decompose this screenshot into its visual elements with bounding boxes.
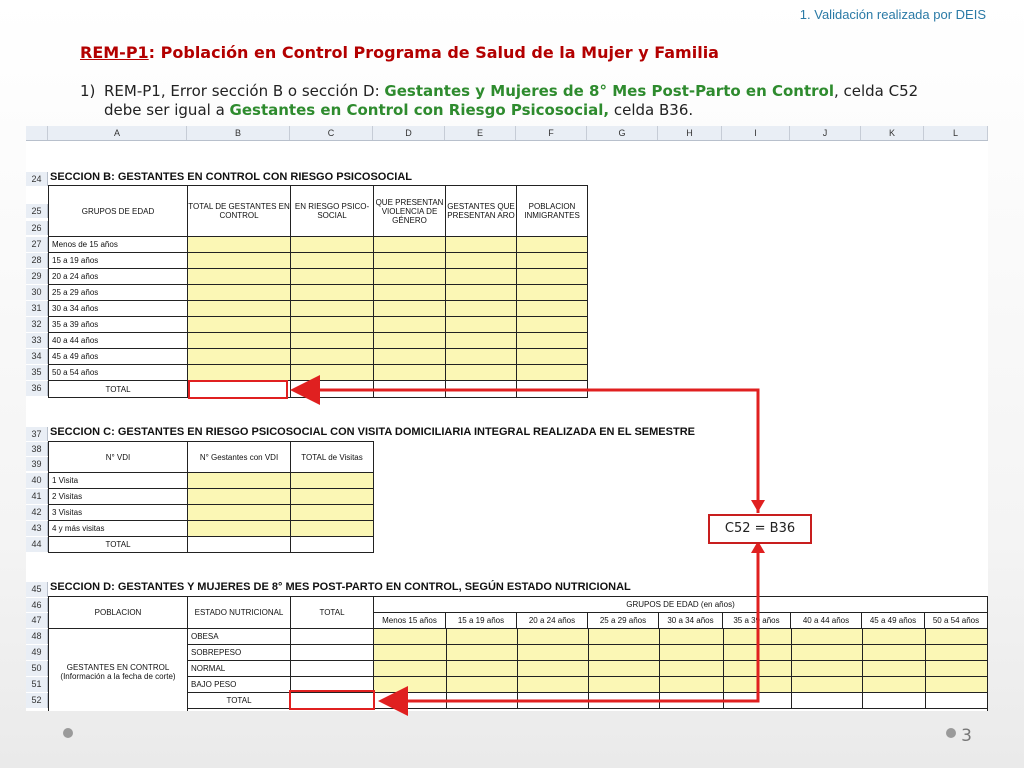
age-group-header: 40 a 44 años <box>791 613 862 629</box>
row-number: 52 <box>26 693 48 708</box>
row-label: 15 a 19 años <box>49 253 188 269</box>
row-number: 30 <box>26 285 48 300</box>
age-group-header: 20 a 24 años <box>517 613 588 629</box>
age-group-header: 35 a 39 años <box>723 613 791 629</box>
arrow-to-b36 <box>296 390 758 513</box>
row-label: 40 a 44 años <box>49 333 188 349</box>
row-number: 36 <box>26 381 48 396</box>
col-header-e: E <box>445 126 516 140</box>
nutrition-state: SOBREPESO <box>188 645 291 661</box>
bullet-l2c: celda B36. <box>609 101 694 119</box>
header-poblacion: POBLACION <box>49 597 188 629</box>
arrow-to-c52 <box>384 543 758 701</box>
row-label: Menos de 15 años <box>49 237 188 253</box>
row-number: 42 <box>26 505 48 520</box>
row-number: 31 <box>26 301 48 316</box>
header-total: TOTAL <box>291 597 374 629</box>
col-header-a: A <box>48 126 187 140</box>
row-number: 40 <box>26 473 48 488</box>
row-number: 44 <box>26 537 48 552</box>
nutrition-state-total: TOTAL <box>188 693 291 709</box>
row-label: 30 a 34 años <box>49 301 188 317</box>
row-number: 49 <box>26 645 48 660</box>
header-gestantes-vdi: N° Gestantes con VDI <box>188 442 291 473</box>
col-header-h: H <box>658 126 722 140</box>
row-label: 3 Visitas <box>49 505 188 521</box>
section-c-title: SECCION C: GESTANTES EN RIESGO PSICOSOCIAL CON VISITA DOMICILIARIA INTEGRAL REALIZADA EN EL SEMESTRE <box>50 426 695 438</box>
header-violencia-genero: QUE PRESENTAN VIOLENCIA DE GÉNERO <box>374 186 446 237</box>
slide-header: 1. Validación realizada por DEIS <box>799 7 986 22</box>
col-header-k: K <box>861 126 924 140</box>
header-riesgo-psicosocial: EN RIESGO PSICO-SOCIAL <box>291 186 374 237</box>
row-number: 38 <box>26 442 48 456</box>
row-number: 32 <box>26 317 48 332</box>
row-number: 33 <box>26 333 48 348</box>
nutrition-state: OBESA <box>188 629 291 645</box>
header-aro: GESTANTES QUE PRESENTAN ARO <box>446 186 517 237</box>
header-total-gestantes: TOTAL DE GESTANTES EN CONTROL <box>188 186 291 237</box>
bullet-number: 1) <box>80 82 96 100</box>
page-number: 3 <box>961 726 972 746</box>
row-label: 2 Visitas <box>49 489 188 505</box>
section-d-title: SECCION D: GESTANTES Y MUJERES DE 8° MES POST-PARTO EN CONTROL, SEGÚN ESTADO NUTRICIONAL <box>50 581 631 593</box>
row-number: 28 <box>26 253 48 268</box>
col-header-g: G <box>587 126 658 140</box>
validation-note: C52 = B36 <box>708 514 812 544</box>
age-group-header: Menos 15 años <box>374 613 446 629</box>
header-n-vdi: N° VDI <box>49 442 188 473</box>
row-number: 35 <box>26 365 48 380</box>
age-group-header: 50 a 54 años <box>925 613 987 629</box>
arrow-down-tip <box>751 500 765 512</box>
row-number: 51 <box>26 677 48 692</box>
row-number: 27 <box>26 237 48 252</box>
col-header-b: B <box>187 126 290 140</box>
nutrition-state: BAJO PESO <box>188 677 291 693</box>
row-number: 25 <box>26 204 48 218</box>
row-number: 26 <box>26 221 48 235</box>
row-number: 43 <box>26 521 48 536</box>
age-group-header: 45 a 49 años <box>862 613 925 629</box>
age-group-header: 30 a 34 años <box>659 613 723 629</box>
age-group-header: 15 a 19 años <box>446 613 517 629</box>
footer-dot-right <box>946 728 956 738</box>
header-estado-nutricional: ESTADO NUTRICIONAL <box>188 597 291 629</box>
row-label: 50 a 54 años <box>49 365 188 381</box>
col-header-c: C <box>290 126 373 140</box>
bullet-l2b: Gestantes en Control con Riesgo Psicosocial, <box>229 101 610 119</box>
population-label: GESTANTES EN CONTROL (Información a la fecha de corte) <box>49 629 188 711</box>
col-header-l: L <box>924 126 988 140</box>
col-header-d: D <box>373 126 445 140</box>
row-number: 39 <box>26 457 48 471</box>
title-rest: : Población en Control Programa de Salud de la Mujer y Familia <box>148 43 719 62</box>
row-number: 34 <box>26 349 48 364</box>
row-number: 37 <box>26 427 48 441</box>
row-label: 4 y más visitas <box>49 521 188 537</box>
header-grupos-edad: GRUPOS DE EDAD <box>49 186 188 237</box>
row-label: 20 a 24 años <box>49 269 188 285</box>
row-label: 1 Visita <box>49 473 188 489</box>
row-number: 24 <box>26 172 48 186</box>
nutrition-state: NORMAL <box>188 661 291 677</box>
row-label: 35 a 39 años <box>49 317 188 333</box>
header-inmigrantes: POBLACION INMIGRANTES <box>517 186 587 237</box>
row-label: 25 a 29 años <box>49 285 188 301</box>
col-header-i: I <box>722 126 790 140</box>
row-number: 47 <box>26 613 48 628</box>
title-code: REM-P1 <box>80 43 149 62</box>
footer-dot-left <box>63 728 73 738</box>
bullet-l1a: REM-P1, Error sección B o sección D: <box>104 82 385 100</box>
bullet-l1c: , celda C52 <box>833 82 919 100</box>
row-number: 48 <box>26 629 48 644</box>
row-number: 50 <box>26 661 48 676</box>
row-number: 29 <box>26 269 48 284</box>
row-label-total: TOTAL <box>49 381 188 397</box>
row-number: 45 <box>26 582 48 597</box>
row-label: 45 a 49 años <box>49 349 188 365</box>
age-group-header: 25 a 29 años <box>588 613 659 629</box>
header-total-visitas: TOTAL de Visitas <box>291 442 373 473</box>
section-b-title: SECCION B: GESTANTES EN CONTROL CON RIESGO PSICOSOCIAL <box>50 171 413 183</box>
bullet-l2a: debe ser igual a <box>104 101 230 119</box>
row-number: 46 <box>26 598 48 612</box>
row-label-total: TOTAL <box>49 537 188 552</box>
header-grupos-edad-span: GRUPOS DE EDAD (en años) <box>374 597 987 613</box>
col-header-f: F <box>516 126 587 140</box>
col-header-j: J <box>790 126 861 140</box>
bullet-l1b: Gestantes y Mujeres de 8° Mes Post-Parto en Control <box>384 82 834 100</box>
row-number: 41 <box>26 489 48 504</box>
